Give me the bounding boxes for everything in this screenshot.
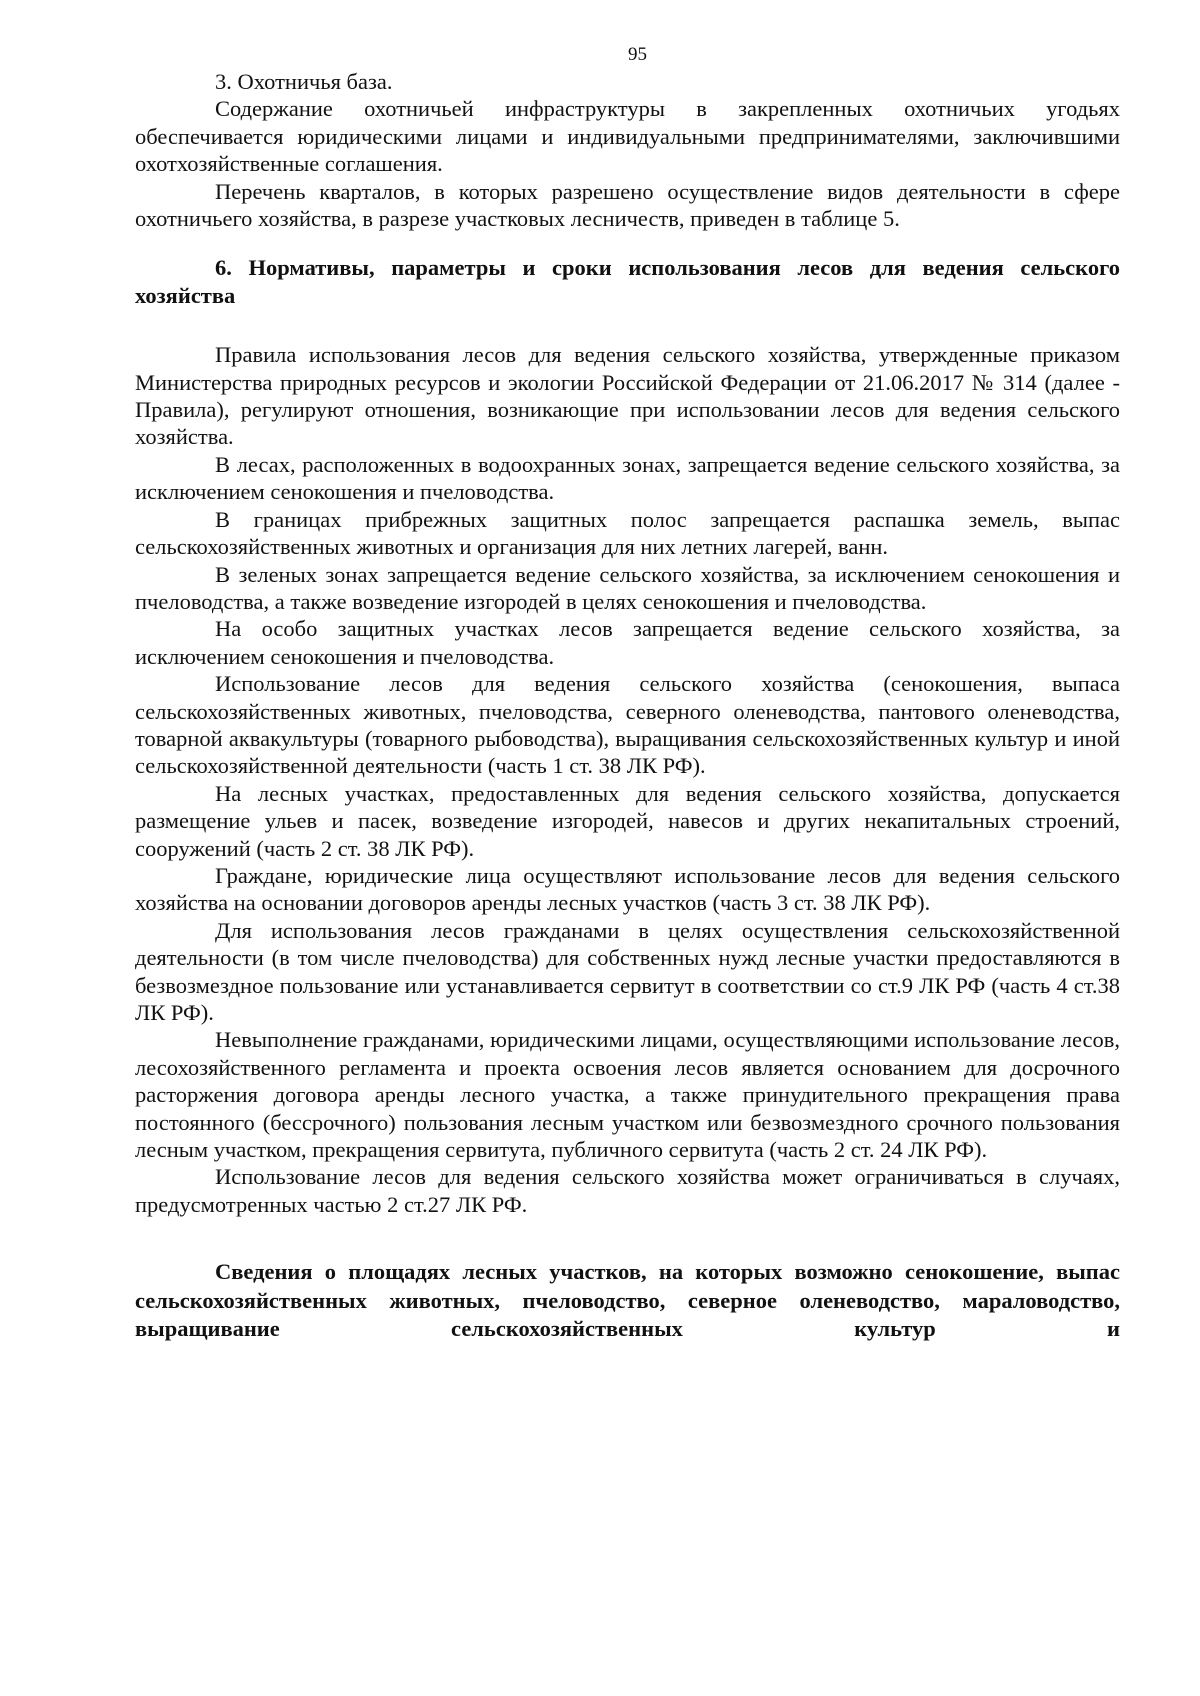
document-page xyxy=(135,44,1120,1343)
paragraph-hives-placement: На лесных участках, предоставленных для ведения сельского хозяйства, допускается размещение ульев и пасек, возведение изгородей, навесов и других некапитальных строений, сооружений (часть 2 ст. 38 ЛК РФ). xyxy=(135,780,1120,861)
paragraph-free-use: Для использования лесов гражданами в целях осуществления сельскохозяйственной деятельности (в том числе пчеловодства) для собственных нужд лесные участки предоставляются в безвозмездное пользование или устанавливается сервитут в соответствии со ст.9 ЛК РФ (часть 4 ст.38 ЛК РФ). xyxy=(135,917,1120,1025)
paragraph-non-compliance: Невыполнение гражданами, юридическими лицами, осуществляющими использование лесов, лесохозяйственного регламента и проекта освоения лесов является основанием для досрочного расторжения договора аренды лесного участка, а также принудительного прекращения права постоянного (бессрочного) пользования лесным участком или безвозмездного срочного пользования лесным участком, прекращения сервитута, публичного сервитута (часть 2 ст. 24 ЛК РФ). xyxy=(135,1027,1120,1163)
paragraph-quarters-list: Перечень кварталов, в которых разрешено осуществление видов деятельности в сфере охотничьего хозяйства, в разрезе участковых лесничеств, приведен в таблице 5. xyxy=(135,178,1120,232)
paragraph-agriculture-use: Использование лесов для ведения сельского хозяйства (сенокошения, выпаса сельскохозяйственных животных, пчеловодства, северного оленеводства, пантового оленеводства, товарной аквакультуры (товарного рыбоводства), выращивания сельскохозяйственных культур и иной сельскохозяйственной деятельности (часть 1 ст. 38 ЛК РФ). xyxy=(135,671,1120,779)
section-spacer xyxy=(135,309,1120,341)
table-heading: Сведения о площадях лесных участков, на которых возможно сенокошение, выпас сельскохозяйственных животных, пчеловодство, северное оленеводство, мараловодство, выращивание сельскохозяйственных культур и xyxy=(135,1259,1120,1342)
paragraph-green-zones: В зеленых зонах запрещается ведение сельского хозяйства, за исключением сенокошения и пчеловодства, а также возведение изгородей в целях сенокошения и пчеловодства. xyxy=(135,561,1120,614)
page-number: 95 xyxy=(628,44,647,65)
paragraph-coastal-strips: В границах прибрежных защитных полос запрещается распашка земель, выпас сельскохозяйственных животных и организация для них летних лагерей, ванн. xyxy=(135,506,1120,560)
paragraph-rules: Правила использования лесов для ведения сельского хозяйства, утвержденные приказом Министерства природных ресурсов и экологии Российской Федерации от 21.06.2017 № 314 (далее - Правила), регулируют отношения, возникающие при использовании лесов для ведения сельского хозяйства. xyxy=(135,342,1120,450)
paragraph-lease-basis: Граждане, юридические лица осуществляют использование лесов для ведения сельского хозяйства на основании договоров аренды лесных участков (часть 3 ст. 38 ЛК РФ). xyxy=(135,862,1120,916)
paragraph-water-protection-zones: В лесах, расположенных в водоохранных зонах, запрещается ведение сельского хозяйства, за исключением сенокошения и пчеловодства. xyxy=(135,451,1120,505)
section-heading: 6. Нормативы, параметры и сроки использования лесов для ведения сельского хозяйства xyxy=(135,255,1120,308)
paragraph-hunting-infrastructure: Содержание охотничьей инфраструктуры в закрепленных охотничьих угодьях обеспечивается юридическими лицами и индивидуальными предпринимателями, заключившими охотхозяйственные соглашения. xyxy=(135,96,1120,177)
paragraph-protected-areas: На особо защитных участках лесов запрещается ведение сельского хозяйства, за исключением сенокошения и пчеловодства. xyxy=(135,616,1120,669)
paragraph-restrictions: Использование лесов для ведения сельского хозяйства может ограничиваться в случаях, предусмотренных частью 2 ст.27 ЛК РФ. xyxy=(135,1164,1120,1217)
paragraph-hunting-base: 3. Охотничья база. xyxy=(215,69,393,94)
